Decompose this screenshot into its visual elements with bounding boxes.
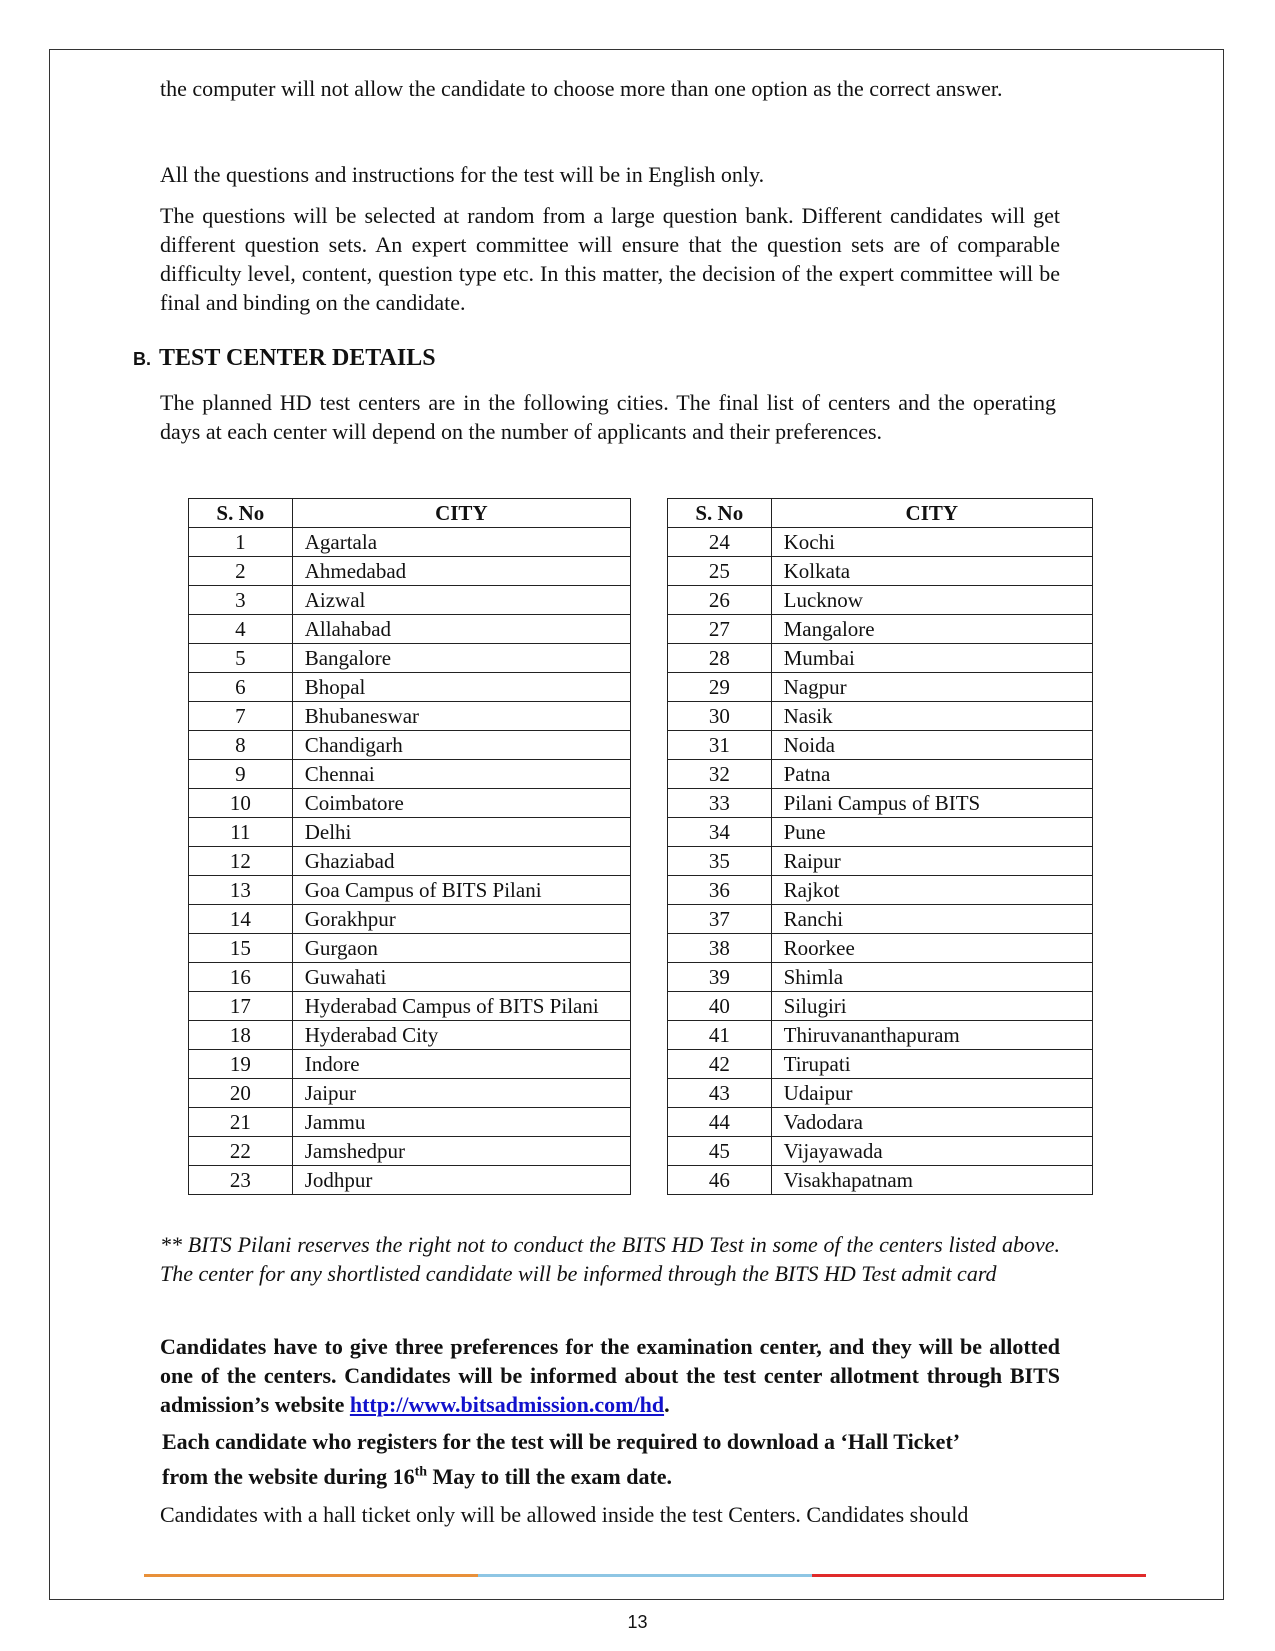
- table-row: [668, 934, 1093, 963]
- table-row: [668, 1050, 1093, 1079]
- cell-sno: 44: [668, 1108, 772, 1137]
- cell-sno: 27: [668, 615, 772, 644]
- cell-sno: 33: [668, 789, 772, 818]
- cell-sno: 18: [189, 1021, 293, 1050]
- table-row: [189, 586, 631, 615]
- table-row: [189, 789, 631, 818]
- table-row: [668, 586, 1093, 615]
- cell-sno: 29: [668, 673, 772, 702]
- cell-sno: 8: [189, 731, 293, 760]
- table-row: [668, 963, 1093, 992]
- table-row: [668, 992, 1093, 1021]
- table-row: [668, 702, 1093, 731]
- table-header-row: [189, 499, 631, 528]
- table-row: [668, 1137, 1093, 1166]
- cell-city: Ahmedabad: [292, 557, 630, 586]
- table-row: [189, 1079, 631, 1108]
- cell-sno: 45: [668, 1137, 772, 1166]
- cell-city: Kochi: [771, 528, 1092, 557]
- table-row: [189, 1108, 631, 1137]
- table-row: [668, 731, 1093, 760]
- cell-city: Guwahati: [292, 963, 630, 992]
- table-row: [189, 702, 631, 731]
- cell-city: Udaipur: [771, 1079, 1092, 1108]
- cell-city: Visakhapatnam: [771, 1166, 1092, 1195]
- cell-sno: 6: [189, 673, 293, 702]
- table-row: [668, 644, 1093, 673]
- cell-sno: 30: [668, 702, 772, 731]
- cell-sno: 9: [189, 760, 293, 789]
- hall-ticket-sup: th: [414, 1464, 428, 1480]
- cell-city: Hyderabad Campus of BITS Pilani: [292, 992, 630, 1021]
- paragraph-question-bank: The questions will be selected at random from a large question bank. Different candidates will get different question sets. An expert committee will ensure that the question sets are of comparable difficulty level, content, question type etc. In this matter, the decision of the expert committee will be final and binding on the candidate.: [160, 203, 1060, 315]
- cell-sno: 35: [668, 847, 772, 876]
- footer-bar-blue: [478, 1574, 812, 1577]
- cell-sno: 2: [189, 557, 293, 586]
- table-header-row: [668, 499, 1093, 528]
- table-row: [189, 1021, 631, 1050]
- bitsadmission-link[interactable]: http://www.bitsadmission.com/hd: [349, 1392, 665, 1417]
- cell-city: Jaipur: [292, 1079, 630, 1108]
- cell-sno: 26: [668, 586, 772, 615]
- table-row: [668, 1108, 1093, 1137]
- table-row: [668, 615, 1093, 644]
- table-row: [668, 760, 1093, 789]
- preferences-paragraph: [160, 1332, 1060, 1419]
- city-table-left: [188, 498, 631, 1195]
- section-title: TEST CENTER DETAILS: [159, 345, 436, 371]
- table-row: [668, 1021, 1093, 1050]
- cell-sno: 15: [189, 934, 293, 963]
- table-row: [189, 992, 631, 1021]
- disclaimer-note: ** BITS Pilani reserves the right not to conduct the BITS HD Test in some of the centers listed above. The center for any shortlisted candidate will be informed through the BITS HD Test admit card: [160, 1232, 1060, 1286]
- cell-city: Allahabad: [292, 615, 630, 644]
- cell-city: Aizwal: [292, 586, 630, 615]
- cell-sno: 34: [668, 818, 772, 847]
- table-row: [668, 557, 1093, 586]
- table-row: [189, 905, 631, 934]
- section-letter: B.: [133, 349, 151, 369]
- cell-city: Tirupati: [771, 1050, 1092, 1079]
- cell-city: Vijayawada: [771, 1137, 1092, 1166]
- city-table-right: [667, 498, 1093, 1195]
- cell-sno: 11: [189, 818, 293, 847]
- cell-city: Roorkee: [771, 934, 1092, 963]
- hall-ticket-paragraph: [162, 1424, 1092, 1494]
- page-number: 13: [627, 1612, 648, 1632]
- cell-sno: 13: [189, 876, 293, 905]
- cell-sno: 20: [189, 1079, 293, 1108]
- table-row: [189, 818, 631, 847]
- cell-city: Bangalore: [292, 644, 630, 673]
- cell-sno: 3: [189, 586, 293, 615]
- cell-sno: 7: [189, 702, 293, 731]
- hall-ticket-line1: Each candidate who registers for the test will be required to download a ‘Hall Ticket’: [162, 1429, 961, 1454]
- cell-city: Agartala: [292, 528, 630, 557]
- cell-city: Noida: [771, 731, 1092, 760]
- header-sno: S. No: [189, 499, 293, 528]
- cell-sno: 5: [189, 644, 293, 673]
- cell-city: Ranchi: [771, 905, 1092, 934]
- hall-ticket-line2-post: May to till the exam date.: [427, 1464, 673, 1489]
- cell-city: Hyderabad City: [292, 1021, 630, 1050]
- header-sno: S. No: [668, 499, 772, 528]
- table-row: [189, 963, 631, 992]
- table-row: [189, 644, 631, 673]
- cell-sno: 10: [189, 789, 293, 818]
- cell-sno: 28: [668, 644, 772, 673]
- cell-city: Pune: [771, 818, 1092, 847]
- hall-ticket-entry-paragraph: Candidates with a hall ticket only will be allowed inside the test Centers. Candidates should: [160, 1502, 969, 1527]
- cell-sno: 16: [189, 963, 293, 992]
- preferences-text: Candidates have to give three preferences for the examination center, and they will be allotted one of the centers. Candidates will be informed about the test center allotment through BITS admission’s website: [160, 1334, 1060, 1417]
- table-row: [668, 1079, 1093, 1108]
- table-row: [668, 876, 1093, 905]
- cell-city: Silugiri: [771, 992, 1092, 1021]
- cell-city: Coimbatore: [292, 789, 630, 818]
- table-row: [189, 934, 631, 963]
- table-row: [668, 905, 1093, 934]
- cell-city: Thiruvananthapuram: [771, 1021, 1092, 1050]
- footer-bar-orange: [144, 1574, 478, 1577]
- cell-sno: 42: [668, 1050, 772, 1079]
- table-row: [189, 528, 631, 557]
- cell-sno: 12: [189, 847, 293, 876]
- cell-city: Shimla: [771, 963, 1092, 992]
- cell-sno: 22: [189, 1137, 293, 1166]
- footer-bar-red: [812, 1574, 1146, 1577]
- cell-sno: 36: [668, 876, 772, 905]
- section-intro: The planned HD test centers are in the following cities. The final list of centers and the operating days at each center will depend on the number of applicants and their preferences.: [160, 390, 1056, 444]
- cell-city: Indore: [292, 1050, 630, 1079]
- paragraph-language: All the questions and instructions for the test will be in English only.: [160, 162, 765, 187]
- table-row: [189, 673, 631, 702]
- cell-city: Patna: [771, 760, 1092, 789]
- cell-city: Jammu: [292, 1108, 630, 1137]
- table-row: [189, 847, 631, 876]
- cell-city: Mangalore: [771, 615, 1092, 644]
- cell-city: Rajkot: [771, 876, 1092, 905]
- cell-sno: 24: [668, 528, 772, 557]
- cell-city: Gurgaon: [292, 934, 630, 963]
- cell-sno: 31: [668, 731, 772, 760]
- cell-city: Pilani Campus of BITS: [771, 789, 1092, 818]
- cell-sno: 32: [668, 760, 772, 789]
- section-heading: [133, 345, 436, 372]
- cell-city: Gorakhpur: [292, 905, 630, 934]
- cell-city: Bhubaneswar: [292, 702, 630, 731]
- cell-city: Delhi: [292, 818, 630, 847]
- table-row: [189, 615, 631, 644]
- hall-ticket-line2-pre: from the website during 16: [162, 1464, 415, 1489]
- table-row: [668, 818, 1093, 847]
- cell-city: Raipur: [771, 847, 1092, 876]
- table-row: [668, 1166, 1093, 1195]
- cell-sno: 39: [668, 963, 772, 992]
- cell-sno: 38: [668, 934, 772, 963]
- table-row: [668, 673, 1093, 702]
- cell-city: Jodhpur: [292, 1166, 630, 1195]
- cell-sno: 37: [668, 905, 772, 934]
- cell-city: Jamshedpur: [292, 1137, 630, 1166]
- table-row: [668, 528, 1093, 557]
- cell-city: Chennai: [292, 760, 630, 789]
- cell-city: Vadodara: [771, 1108, 1092, 1137]
- header-city: CITY: [292, 499, 630, 528]
- cell-city: Nasik: [771, 702, 1092, 731]
- preferences-end: .: [664, 1392, 670, 1417]
- cell-sno: 4: [189, 615, 293, 644]
- table-row: [668, 789, 1093, 818]
- cell-sno: 14: [189, 905, 293, 934]
- header-city: CITY: [771, 499, 1092, 528]
- cell-city: Chandigarh: [292, 731, 630, 760]
- cell-city: Bhopal: [292, 673, 630, 702]
- cell-sno: 41: [668, 1021, 772, 1050]
- cell-city: Lucknow: [771, 586, 1092, 615]
- table-row: [189, 731, 631, 760]
- cell-city: Nagpur: [771, 673, 1092, 702]
- table-row: [189, 1137, 631, 1166]
- cell-sno: 40: [668, 992, 772, 1021]
- cell-sno: 43: [668, 1079, 772, 1108]
- table-row: [189, 760, 631, 789]
- paragraph-answer-option: the computer will not allow the candidate to choose more than one option as the correct answer.: [160, 76, 1003, 101]
- cell-sno: 21: [189, 1108, 293, 1137]
- cell-city: Mumbai: [771, 644, 1092, 673]
- cell-sno: 25: [668, 557, 772, 586]
- cell-sno: 23: [189, 1166, 293, 1195]
- table-row: [189, 1166, 631, 1195]
- table-row: [668, 847, 1093, 876]
- cell-city: Kolkata: [771, 557, 1092, 586]
- cell-sno: 17: [189, 992, 293, 1021]
- table-row: [189, 1050, 631, 1079]
- cell-sno: 46: [668, 1166, 772, 1195]
- table-row: [189, 557, 631, 586]
- table-row: [189, 876, 631, 905]
- cell-city: Goa Campus of BITS Pilani: [292, 876, 630, 905]
- cell-sno: 1: [189, 528, 293, 557]
- cell-sno: 19: [189, 1050, 293, 1079]
- cell-city: Ghaziabad: [292, 847, 630, 876]
